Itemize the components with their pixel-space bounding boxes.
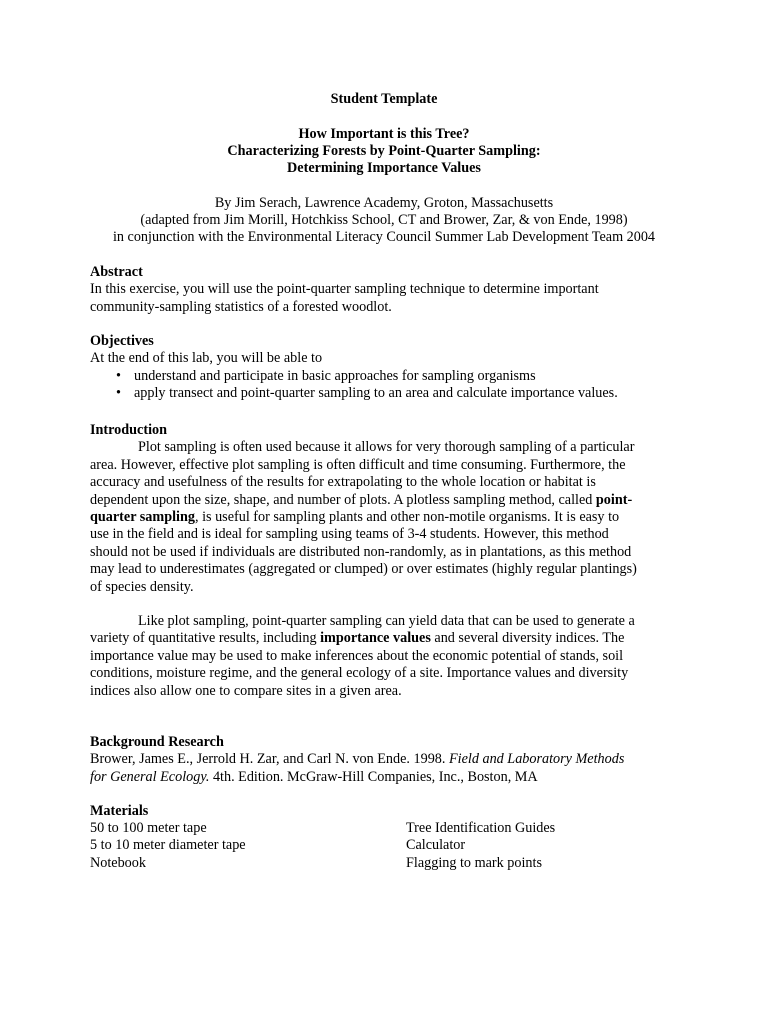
title-line-2: Characterizing Forests by Point-Quarter Sampling:: [227, 143, 541, 159]
point-quarter-term: point-: [595, 491, 633, 508]
citation-line: [90, 751, 690, 768]
list-item: 50 to 100 meter tape: [90, 820, 207, 836]
intro-p2-line: [90, 630, 690, 647]
title-line-1: How Important is this Tree?: [298, 126, 470, 142]
title-line-3: Determining Importance Values: [287, 160, 481, 176]
list-item: [90, 385, 690, 402]
intro-p1-line: use in the field and is ideal for sampling using teams of 3-4 students. However, this method: [90, 526, 609, 543]
intro-text: dependent upon the size, shape, and number of plots. A plotless sampling method, called: [90, 491, 596, 508]
introduction-section: [90, 422, 690, 596]
list-item: 5 to 10 meter diameter tape: [90, 837, 246, 854]
intro-p1-line: may lead to underestimates (aggregated or clumped) or over estimates (highly regular plantings): [90, 561, 637, 578]
objectives-intro: At the end of this lab, you will be able to: [90, 350, 323, 367]
citation-book-title: for General Ecology.: [90, 768, 210, 785]
abstract-line: In this exercise, you will use the point-quarter sampling technique to determine important: [90, 281, 599, 298]
materials-list-left: [90, 820, 390, 872]
list-item: Notebook: [90, 854, 146, 871]
bullet-icon: •: [116, 367, 121, 384]
intro-p2-line: indices also allow one to compare sites in a given area.: [90, 682, 402, 699]
materials-heading: Materials: [90, 803, 149, 819]
list-item: [90, 368, 690, 385]
citation-text: Brower, James E., Jerrold H. Zar, and Carl N. von Ende. 1998.: [90, 751, 449, 768]
introduction-heading: Introduction: [90, 422, 167, 438]
intro-p1-line: should not be used if individuals are distributed non-randomly, as in plantations, as this method: [90, 543, 632, 560]
list-item: Flagging to mark points: [406, 854, 542, 871]
intro-p2-line: importance value may be used to make inferences about the economic potential of stands, soil: [90, 647, 624, 664]
list-item: Calculator: [406, 837, 466, 854]
byline-council: in conjunction with the Environmental Literacy Council Summer Lab Development Team 2004: [112, 229, 656, 245]
intro-text: and several diversity indices. The: [430, 630, 625, 647]
intro-p2-line: conditions, moisture regime, and the general ecology of a site. Importance values and diversity: [90, 665, 629, 682]
citation-book-title: Field and Laboratory Methods: [448, 751, 625, 768]
intro-p1-line: [90, 509, 690, 526]
bullet-icon: •: [116, 385, 121, 402]
byline-author: By Jim Serach, Lawrence Academy, Groton, Massachusetts: [214, 195, 554, 211]
objective-text: apply transect and point-quarter sampling to an area and calculate importance values.: [134, 385, 618, 402]
intro-text: , is useful for sampling plants and other non-motile organisms. It is easy to: [194, 509, 620, 526]
introduction-paragraph-2: [90, 613, 690, 700]
materials-heading-row: [90, 803, 690, 820]
list-item: Tree Identification Guides: [406, 820, 556, 836]
objectives-list: [90, 368, 690, 403]
background-section: [90, 734, 690, 786]
background-heading: Background Research: [90, 734, 224, 750]
intro-p1-line: of species density.: [90, 578, 194, 595]
intro-p1-line: Plot sampling is often used because it allows for very thorough sampling of a particular: [138, 439, 635, 456]
objectives-heading: Objectives: [90, 333, 154, 349]
abstract-section: [90, 264, 690, 316]
citation-line: [90, 769, 690, 786]
byline-adapted: (adapted from Jim Morill, Hotchkiss School, CT and Brower, Zar, & von Ende, 1998): [140, 212, 628, 228]
intro-p1-line: area. However, effective plot sampling is often difficult and time consuming. Furthermore, the: [90, 456, 626, 473]
materials-list-right: [406, 820, 706, 872]
point-quarter-term: quarter sampling: [90, 509, 195, 526]
abstract-line: community-sampling statistics of a forested woodlot.: [90, 298, 392, 315]
template-label: Student Template: [330, 91, 438, 107]
abstract-heading: Abstract: [90, 264, 143, 280]
citation-text: 4th. Edition. McGraw-Hill Companies, Inc., Boston, MA: [209, 768, 538, 785]
intro-p1-line: accuracy and usefulness of the results for extrapolating to the whole location or habitat is: [90, 474, 596, 491]
intro-p2-line: Like plot sampling, point-quarter sampling can yield data that can be used to generate a: [138, 613, 635, 629]
objective-text: understand and participate in basic approaches for sampling organisms: [134, 367, 536, 384]
objectives-section: [90, 333, 690, 403]
intro-p1-line: [90, 492, 690, 509]
intro-text: variety of quantitative results, including: [90, 630, 321, 647]
importance-values-term: importance values: [320, 630, 431, 647]
